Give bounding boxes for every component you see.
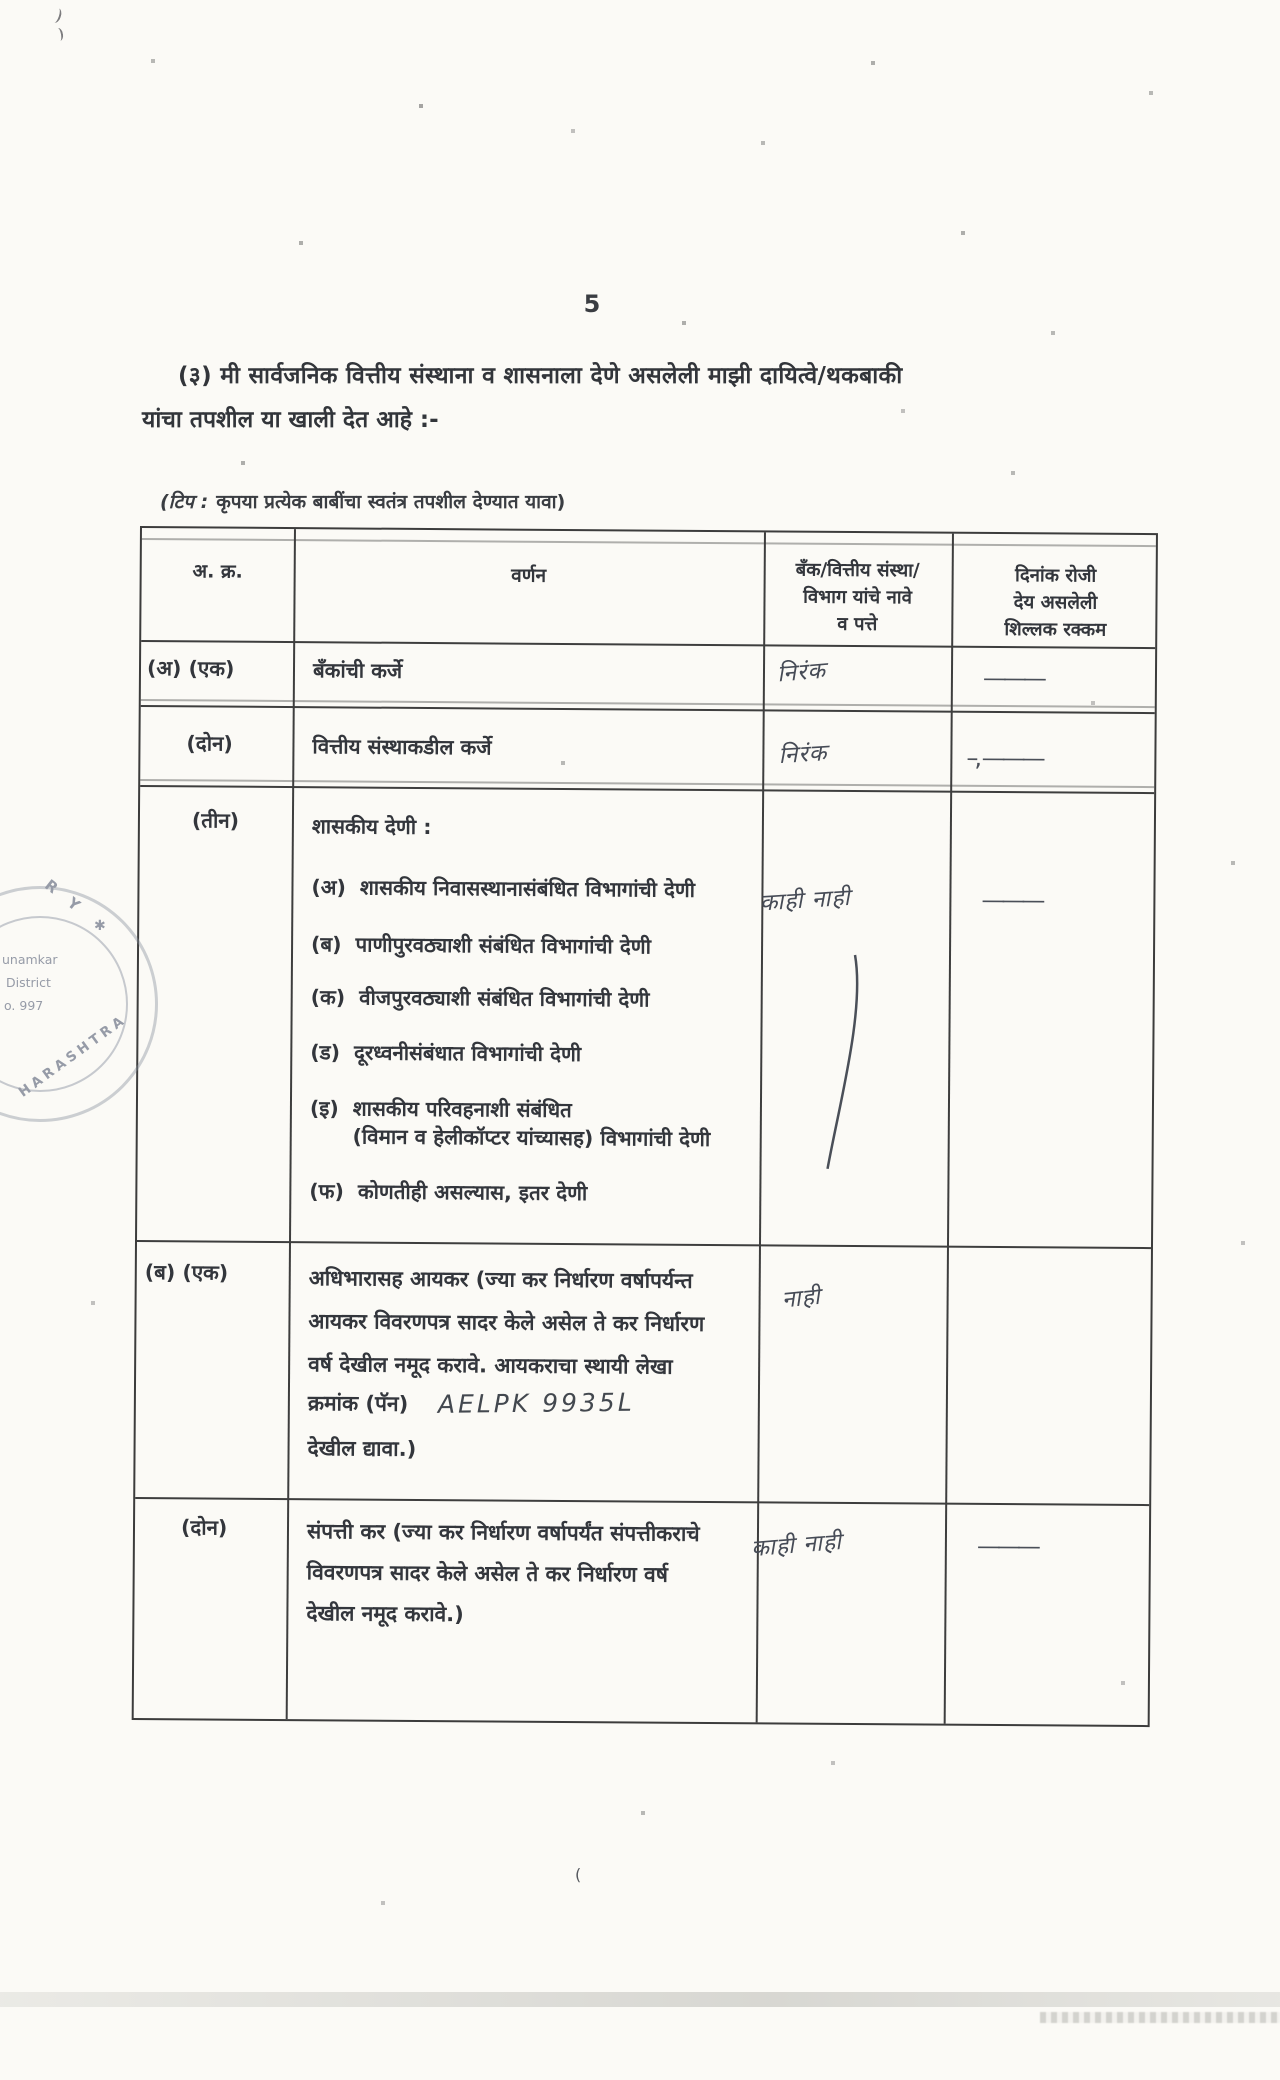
row3-subitem-a-label: (अ) xyxy=(311,875,346,900)
header-balance-due: दिनांक रोजी देय असलेली शिल्लक रक्कम xyxy=(1004,565,1107,641)
row3-subitem-i-text: शासकीय परिवहनाशी संबंधित (विमान व हेलीकॉप्टर यांच्यासह) विभागांची देणी xyxy=(352,1096,711,1151)
row1-handwritten-entry: निरंक xyxy=(776,657,827,688)
scan-noise-dots xyxy=(0,0,2,2)
row4-pan-label: क्रमांक (पॅन) xyxy=(307,1391,409,1416)
stamp-text-number: o. 997 xyxy=(4,998,44,1013)
stamp-text-district: District xyxy=(6,975,51,990)
row3-subitem-k-label: (क) xyxy=(310,985,346,1010)
row3-serial: (तीन) xyxy=(191,808,240,833)
row3-subitem-k xyxy=(311,983,650,1013)
liabilities-table xyxy=(132,526,1158,1727)
row1-balance-dash: ——— xyxy=(982,663,1044,693)
row3-subitem-f-text: कोणतीही असल्यास, इतर देणी xyxy=(357,1179,588,1206)
row3-handwritten-entry: काही नाही xyxy=(758,884,852,917)
header-bank-institution: बँक/वित्तीय संस्था/ विभाग यांचे नावे व पत्ते xyxy=(795,559,920,636)
row4-description-tail: देखील द्यावा.) xyxy=(307,1436,417,1461)
pen-scribble-1 xyxy=(50,7,63,24)
section-heading-line2: यांचा तपशील या खाली देत आहे :- xyxy=(142,407,439,433)
row3-subitem-k-text: वीजपुरवठ्याशी संबंधित विभागांची देणी xyxy=(359,985,650,1012)
row4-pan-row xyxy=(308,1387,635,1419)
row5-description: संपत्ती कर (ज्या कर निर्धारण वर्षापर्यंत संपत्तीकराचे विवरणपत्र सादर केले असेल ते कर निर्धारण वर्ष देखील नमूद करावे.) xyxy=(306,1519,700,1627)
row4-description: अधिभारासह आयकर (ज्या कर निर्धारण वर्षापर्यन्त आयकर विवरणपत्र सादर केले असेल ते कर निर्धारण वर्ष देखील नमूद करावे. आयकराचा स्थायी लेखा xyxy=(308,1266,705,1379)
row2-description: वित्तीय संस्थाकडील कर्जे xyxy=(312,734,492,760)
row3-subitem-d-label: (ड) xyxy=(310,1040,341,1065)
note-line xyxy=(160,488,565,514)
row3-subitem-f-label: (फ) xyxy=(309,1179,344,1204)
row3-balance-dash: ——— xyxy=(981,885,1042,915)
row3-subitem-b xyxy=(311,930,651,960)
stamp-text-name: unamkar xyxy=(2,952,58,967)
pen-scribble-2 xyxy=(54,27,64,41)
row1-serial: (अ) (एक) xyxy=(146,656,235,681)
row4-serial: (ब) (एक) xyxy=(144,1260,229,1285)
row3-subitem-i xyxy=(310,1094,711,1153)
page-number: 5 xyxy=(583,290,601,318)
handwritten-stroke-mark xyxy=(809,951,871,1176)
row2-serial: (दोन) xyxy=(186,731,233,756)
row3-subitem-b-text: पाणीपुरवठ्याशी संबंधित विभागांची देणी xyxy=(355,932,652,959)
row5-serial: (दोन) xyxy=(180,1515,228,1540)
stray-pen-mark: ( xyxy=(575,1865,582,1884)
note-label: (टिप : xyxy=(160,491,209,513)
row3-subitem-a-text: शासकीय निवासस्थानासंबंधित विभागांची देणी xyxy=(359,875,696,902)
row5-handwritten-entry: काही नाही xyxy=(750,1528,843,1563)
row3-subitem-b-label: (ब) xyxy=(311,932,342,957)
scan-shadow-band xyxy=(0,1992,1280,2007)
stamp-text-ry: R Y xyxy=(41,875,89,919)
row2-balance-dash: –, ——— xyxy=(966,743,1042,773)
row3-subitem-d-text: दूरध्वनीसंबंधात विभागांची देणी xyxy=(353,1040,582,1067)
row3-title: शासकीय देणी : xyxy=(311,814,432,840)
row3-subitem-f xyxy=(309,1177,587,1207)
row3-subitem-a xyxy=(311,873,695,904)
row4-handwritten-entry: नाही xyxy=(780,1283,822,1314)
office-stamp xyxy=(0,875,182,1188)
header-description: वर्णन xyxy=(511,564,547,587)
header-serial-no: अ. क्र. xyxy=(192,560,243,583)
row4-pan-handwritten: AELPK 9935L xyxy=(438,1387,636,1419)
stamp-star-icon: ✱ xyxy=(94,918,106,934)
scan-speckle-strip xyxy=(1040,2012,1280,2023)
row1-description: बँकांची कर्जे xyxy=(312,658,403,683)
section-heading-line1: (३) मी सार्वजनिक वित्तीय संस्थाना व शासनाला देणे असलेली माझी दायित्वे/थकबाकी xyxy=(178,363,903,389)
row3-subitem-d xyxy=(310,1038,581,1068)
stamp-text-maharashtra-arc: HARASHTRA xyxy=(15,1011,130,1101)
row5-balance-dash: ——— xyxy=(976,1531,1037,1561)
note-text: कृपया प्रत्येक बाबींचा स्वतंत्र तपशील देण्यात यावा) xyxy=(216,491,566,513)
row2-handwritten-entry: निरंक xyxy=(777,740,829,770)
row3-subitem-i-label: (इ) xyxy=(309,1096,339,1121)
